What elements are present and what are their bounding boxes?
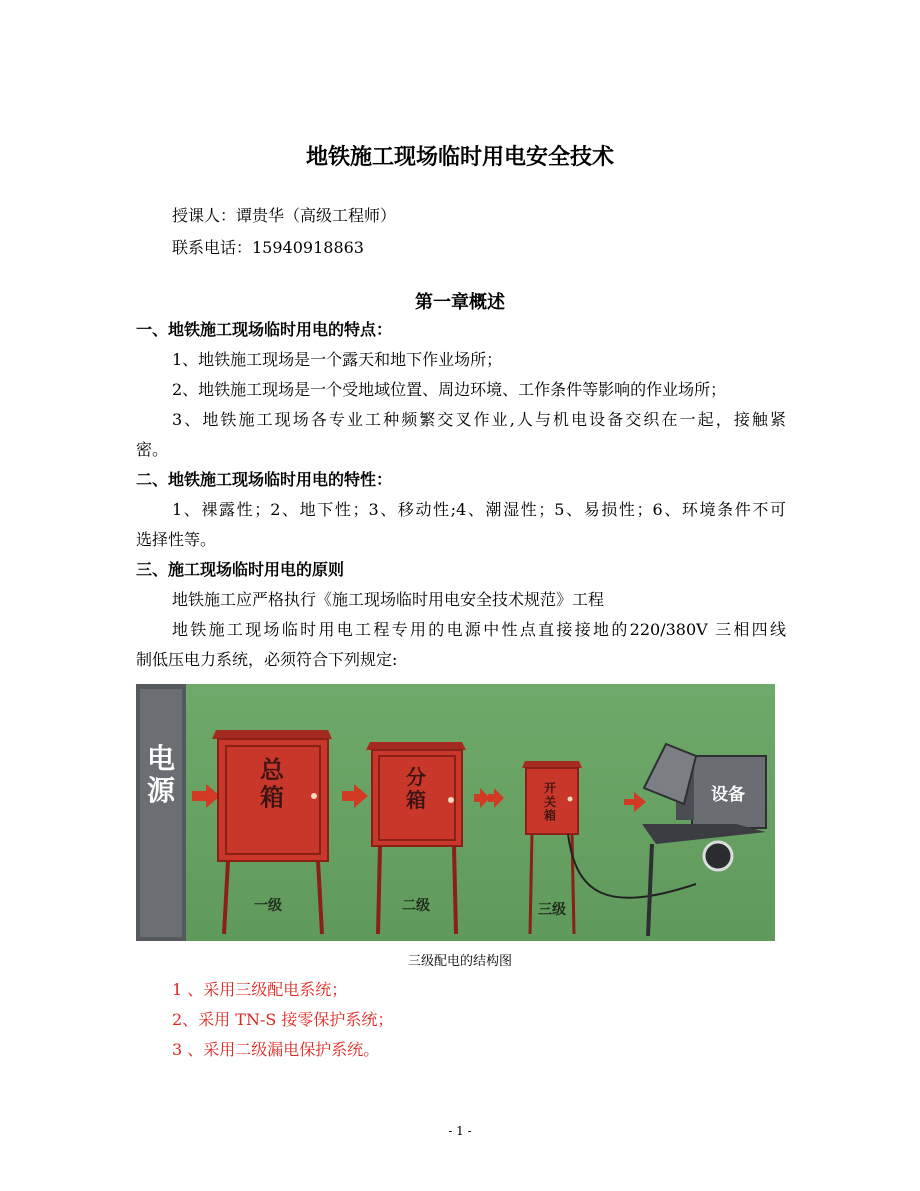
distribution-diagram-svg	[136, 684, 775, 941]
arrow-icon	[488, 788, 504, 808]
s1-paragraph-2: 2、地铁施工现场是一个受地域位置、周边环境、工作条件等影响的作业场所；	[172, 380, 727, 399]
arrow-icon	[192, 784, 220, 808]
doc-title: 地铁施工现场临时用电安全技术	[305, 145, 614, 170]
rule-2: 2、采用 TN-S 接零保护系统；	[172, 1010, 394, 1029]
arrow-icon	[474, 788, 490, 808]
s2-paragraph-1-cont: 选择性等。	[136, 530, 217, 549]
phone-line: 联系电话：15940918863	[172, 238, 364, 257]
s1-paragraph-1: 1、地铁施工现场是一个露天和地下作业场所；	[172, 350, 503, 369]
s3-paragraph-2-cont: 制低压电力系统，必须符合下列规定:	[136, 650, 398, 669]
distribution-diagram	[136, 684, 775, 941]
power-source-label: 电源	[146, 742, 176, 808]
level-3-label: 三级	[538, 902, 566, 918]
s2-paragraph-1: 1、裸露性；2、地下性；3、移动性;4、潮湿性；5、易损性；6、环境条件不可	[172, 500, 786, 519]
s3-paragraph-1: 地铁施工应严格执行《施工现场临时用电安全技术规范》工程	[172, 590, 605, 609]
level-2-label: 二级	[402, 898, 430, 914]
lecturer-line: 授课人：谭贵华（高级工程师）	[172, 206, 397, 225]
section-2-heading: 二、地铁施工现场临时用电的特性：	[136, 470, 393, 489]
equipment-mixer	[642, 744, 766, 936]
section-3-heading: 三、施工现场临时用电的原则	[136, 560, 345, 579]
arrow-icon	[342, 784, 368, 808]
figure-caption: 三级配电的结构图	[407, 954, 512, 969]
arrow-icon	[624, 792, 646, 812]
svg-text:设备: 设备	[711, 785, 745, 805]
page-number: - 1 -	[448, 1124, 472, 1138]
svg-text:开关箱: 开关箱	[543, 781, 557, 823]
svg-text:分箱: 分箱	[406, 765, 426, 812]
chapter-title: 第一章概述	[415, 292, 505, 313]
svg-text:总箱: 总箱	[260, 756, 284, 812]
section-1-heading: 一、地铁施工现场临时用电的特点：	[136, 320, 393, 339]
s1-paragraph-3: 3、地铁施工现场各专业工种频繁交叉作业,人与机电设备交织在一起，接触紧	[172, 410, 786, 429]
s1-paragraph-3-cont: 密。	[136, 440, 169, 459]
rule-3: 3 、采用二级漏电保护系统。	[172, 1040, 380, 1059]
level-1-label: 一级	[254, 898, 282, 914]
rule-1: 1 、采用三级配电系统；	[172, 980, 348, 999]
s3-paragraph-2: 地铁施工现场临时用电工程专用的电源中性点直接接地的220/380V 三相四线	[172, 620, 786, 639]
